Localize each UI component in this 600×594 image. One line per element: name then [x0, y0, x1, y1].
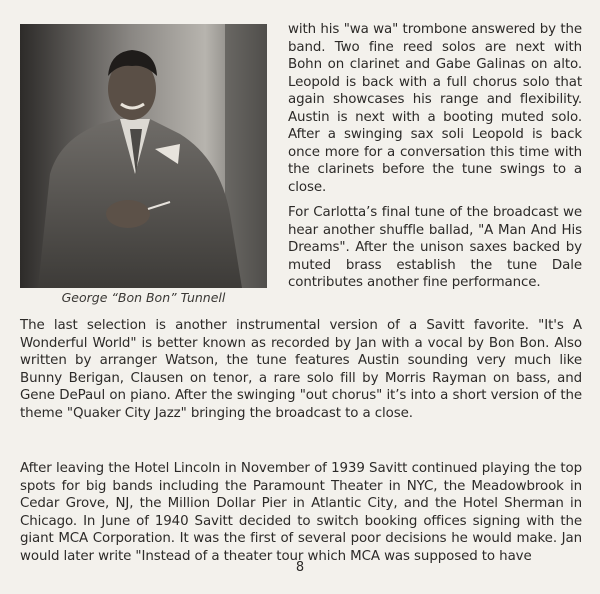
photo-caption: George “Bon Bon” Tunnell	[61, 290, 226, 305]
paragraph-3: The last selection is another instrumental version of a Savitt favorite. "It's A Wonderful World" is better known as recorded by Jan with a vocal by Bon Bon. Also written by arranger Watson, the tune features Austin sounding very much like Bunny Berigan, Clausen on tenor, a rare solo fill by Morris Rayman on bass, and Gene DePaul on piano. After the swinging "out chorus" it’s into a short version of the theme "Quaker City Jazz" bringing the broadcast to a close.	[20, 318, 582, 421]
paragraph-2: For Carlotta’s final tune of the broadcast we hear another shuffle ballad, "A Man And His Dreams". After the unison saxes backed by muted brass establish the tune Dale contributes another fine performance.	[288, 205, 582, 290]
page-number: 8	[295, 560, 305, 575]
portrait-photo	[20, 24, 267, 288]
paragraph-4: After leaving the Hotel Lincoln in November of 1939 Savitt continued playing the top spots for big bands including the Paramount Theater in NYC, the Meadowbrook in Cedar Grove, NJ, the Million Dollar Pier in Atlantic City, and the Hotel Sherman in Chicago. In June of 1940 Savitt decided to switch booking offices signing with the giant MCA Corporation. It was the first of several poor decisions he would make. Jan would later write "Instead of a theater tour which MCA was supposed to have	[20, 461, 582, 564]
paragraph-1: with his "wa wa" trombone answered by the band. Two fine reed solos are next with Bohn on clarinet and Gabe Galinas on alto. Leopold is back with a full chorus solo that again showcases his range and flexibility. Austin is next with a booting muted solo. After a swinging sax soli Leopold is back once more for a conversation this time with the clarinets before the tune swings to a close.	[288, 22, 582, 195]
